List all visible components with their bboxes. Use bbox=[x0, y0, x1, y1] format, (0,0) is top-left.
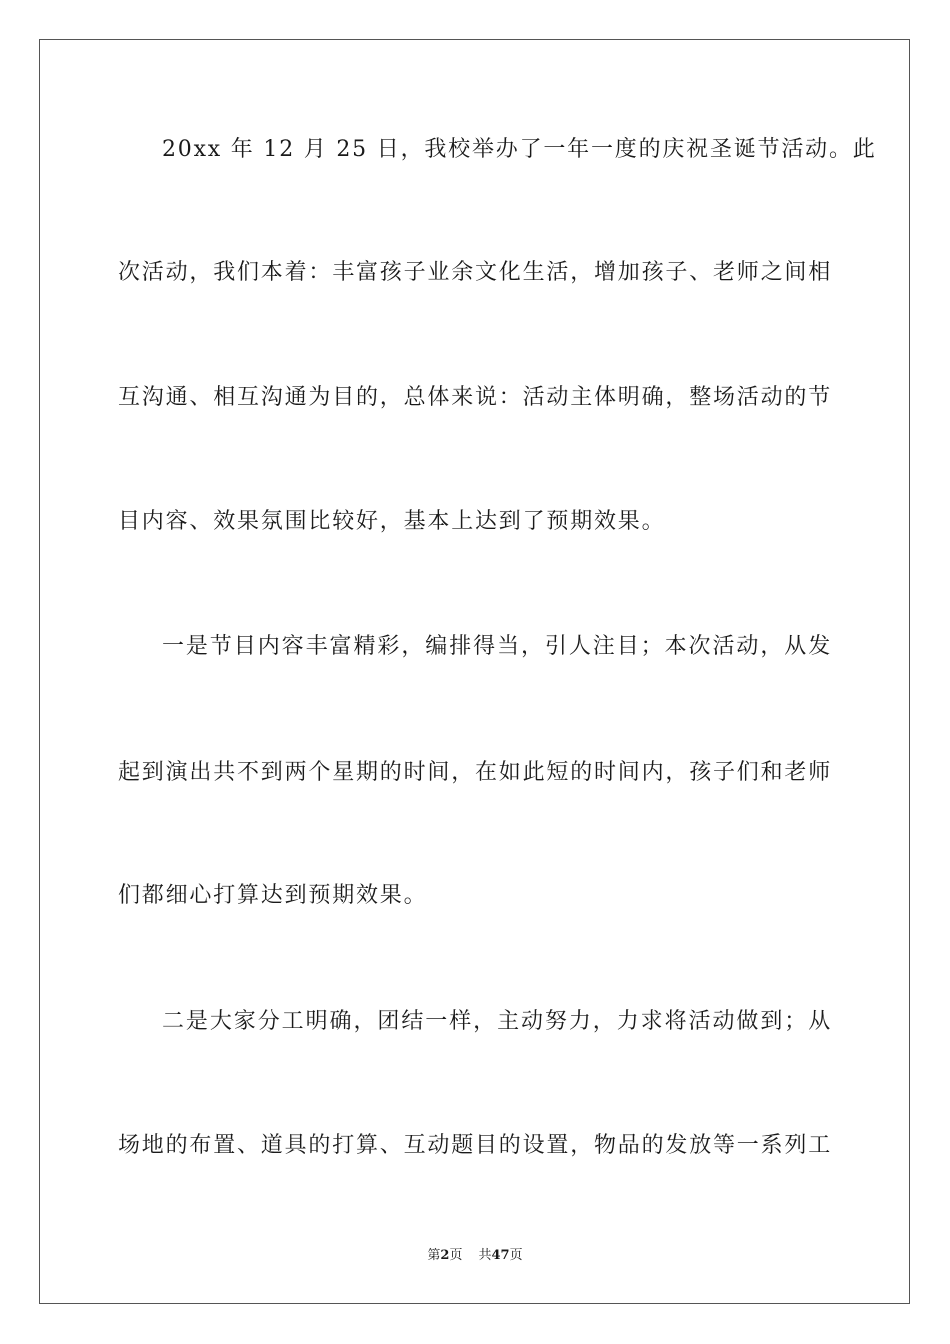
paragraph-1-line-3: 互沟通、相互沟通为目的，总体来说：活动主体明确，整场活动的节 bbox=[118, 385, 833, 410]
page-suffix: 页 bbox=[449, 1248, 463, 1263]
paragraph-1-line-1: 20xx 年 12 月 25 日，我校举办了一年一度的庆祝圣诞节活动。此 bbox=[162, 137, 877, 162]
paragraph-3-line-2: 场地的布置、道具的打算、互动题目的设置，物品的发放等一系列工 bbox=[118, 1133, 833, 1158]
paragraph-2-line-2: 起到演出共不到两个星期的时间，在如此短的时间内，孩子们和老师 bbox=[118, 760, 833, 785]
paragraph-1-line-2: 次活动，我们本着：丰富孩子业余文化生活，增加孩子、老师之间相 bbox=[118, 260, 833, 285]
page-footer bbox=[0, 1246, 950, 1266]
paragraph-2-line-1: 一是节目内容丰富精彩，编排得当，引人注目；本次活动，从发 bbox=[162, 634, 832, 659]
page-prefix: 第 bbox=[427, 1248, 441, 1263]
page-border bbox=[39, 39, 910, 1304]
total-pages: 47 bbox=[491, 1248, 510, 1263]
paragraph-2-line-3: 们都细心打算达到预期效果。 bbox=[118, 883, 428, 908]
paragraph-1-line-4: 目内容、效果氛围比较好，基本上达到了预期效果。 bbox=[118, 509, 666, 534]
total-prefix: 共 bbox=[478, 1248, 492, 1263]
paragraph-3-line-1: 二是大家分工明确，团结一样，主动努力，力求将活动做到；从 bbox=[162, 1009, 832, 1034]
total-suffix: 页 bbox=[509, 1248, 523, 1263]
page-number: 2 bbox=[440, 1248, 450, 1263]
